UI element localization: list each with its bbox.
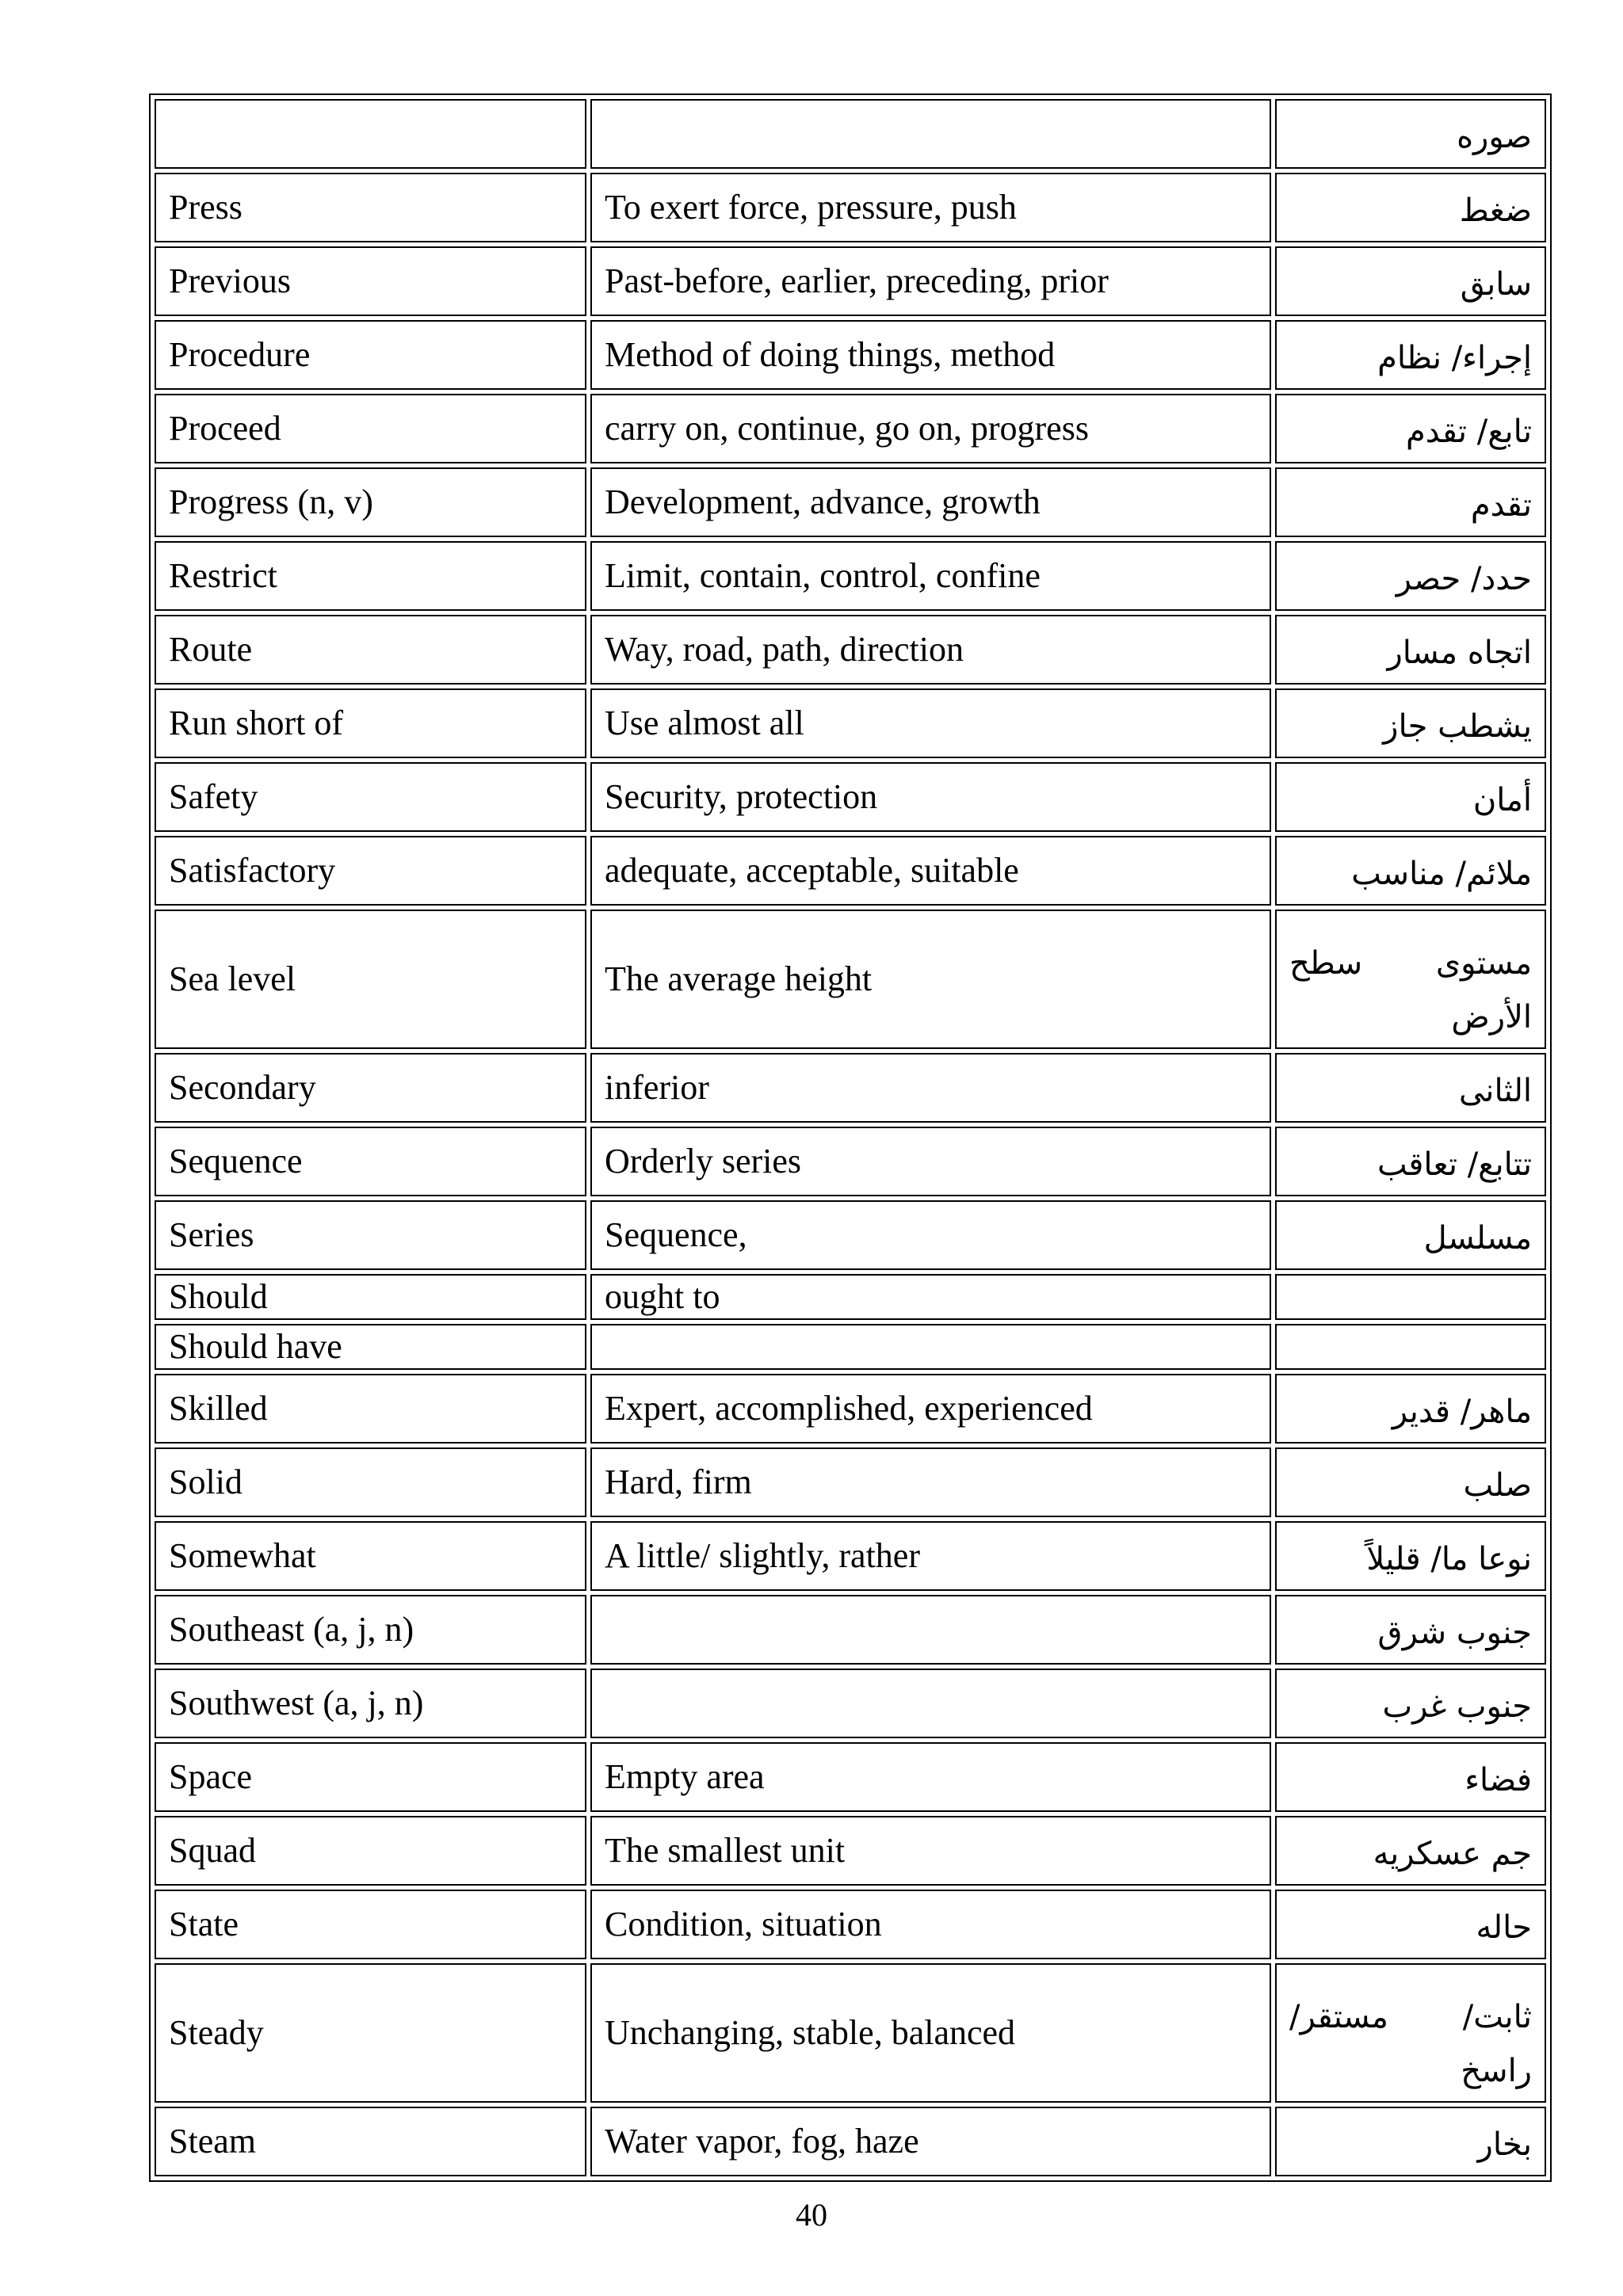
term-cell: Press (155, 173, 586, 242)
definition-cell: Unchanging, stable, balanced (590, 1963, 1271, 2103)
definition-cell: A little/ slightly, rather (590, 1521, 1271, 1591)
vocabulary-table (149, 93, 1552, 2182)
definition-cell: Hard, firm (590, 1447, 1271, 1517)
term-cell: Safety (155, 762, 586, 832)
term-cell: Previous (155, 246, 586, 316)
definition-cell (590, 1669, 1271, 1738)
arabic-cell: تقدم (1275, 467, 1546, 537)
definition-cell: Method of doing things, method (590, 320, 1271, 390)
definition-cell (590, 99, 1271, 169)
definition-cell: adequate, acceptable, suitable (590, 836, 1271, 906)
arabic-cell: ضغط (1275, 173, 1546, 242)
table-row (155, 2107, 1546, 2176)
arabic-cell: يشطب جاز (1275, 688, 1546, 758)
definition-cell: Condition, situation (590, 1890, 1271, 1959)
definition-cell: Sequence, (590, 1200, 1271, 1270)
term-cell: Skilled (155, 1374, 586, 1444)
term-cell: Steady (155, 1963, 586, 2103)
arabic-cell: نوعا ما/ قليلاً (1275, 1521, 1546, 1591)
arabic-cell: فضاء (1275, 1742, 1546, 1812)
table-row (155, 99, 1546, 169)
table-row (155, 615, 1546, 685)
definition-cell: Security, protection (590, 762, 1271, 832)
definition-cell (590, 1324, 1271, 1370)
arabic-line: الأرض (1451, 999, 1532, 1035)
table-row (155, 1447, 1546, 1517)
table-row (155, 1595, 1546, 1665)
arabic-cell: اتجاه مسار (1275, 615, 1546, 685)
definition-cell: Use almost all (590, 688, 1271, 758)
term-cell: Procedure (155, 320, 586, 390)
term-cell: Somewhat (155, 1521, 586, 1591)
arabic-cell: ملائم/ مناسب (1275, 836, 1546, 906)
table-row (155, 1374, 1546, 1444)
term-cell: Secondary (155, 1053, 586, 1123)
term-cell: Restrict (155, 541, 586, 611)
term-cell: Space (155, 1742, 586, 1812)
term-cell (155, 99, 586, 169)
arabic-cell: تابع/ تقدم (1275, 394, 1546, 463)
term-cell: Should (155, 1274, 586, 1320)
term-cell: Should have (155, 1324, 586, 1370)
table-row (155, 1053, 1546, 1123)
definition-cell: Orderly series (590, 1127, 1271, 1196)
term-cell: Sequence (155, 1127, 586, 1196)
term-cell: Solid (155, 1447, 586, 1517)
table-row (155, 173, 1546, 242)
table-row (155, 836, 1546, 906)
table-row (155, 1963, 1546, 2103)
arabic-cell: الثانى (1275, 1053, 1546, 1123)
table-row (155, 1816, 1546, 1886)
definition-cell: carry on, continue, go on, progress (590, 394, 1271, 463)
definition-cell: Way, road, path, direction (590, 615, 1271, 685)
term-cell: Satisfactory (155, 836, 586, 906)
table-row (155, 1324, 1546, 1370)
definition-cell: Limit, contain, control, confine (590, 541, 1271, 611)
term-cell: Southwest (a, j, n) (155, 1669, 586, 1738)
table-row (155, 1127, 1546, 1196)
arabic-line: راسخ (1461, 2053, 1532, 2089)
table-row (155, 394, 1546, 463)
page-number: 40 (796, 2197, 827, 2233)
arabic-cell: مسلسل (1275, 1200, 1546, 1270)
term-cell: Squad (155, 1816, 586, 1886)
term-cell: Route (155, 615, 586, 685)
definition-cell: Empty area (590, 1742, 1271, 1812)
term-cell: Run short of (155, 688, 586, 758)
arabic-line: ثابت/ مستقر/ (1289, 1999, 1532, 2035)
definition-cell: The smallest unit (590, 1816, 1271, 1886)
table-row (155, 1669, 1546, 1738)
table-row (155, 1274, 1546, 1320)
arabic-cell (1275, 910, 1546, 1049)
definition-cell: Development, advance, growth (590, 467, 1271, 537)
arabic-cell: ماهر/ قدير (1275, 1374, 1546, 1444)
table-row (155, 1200, 1546, 1270)
table-row (155, 1890, 1546, 1959)
term-cell: State (155, 1890, 586, 1959)
table-row (155, 320, 1546, 390)
arabic-cell: إجراء/ نظام (1275, 320, 1546, 390)
table-row (155, 246, 1546, 316)
arabic-cell: صوره (1275, 99, 1546, 169)
definition-cell: Past-before, earlier, preceding, prior (590, 246, 1271, 316)
table-row (155, 467, 1546, 537)
arabic-cell: جنوب شرق (1275, 1595, 1546, 1665)
term-cell: Progress (n, v) (155, 467, 586, 537)
table-row (155, 1521, 1546, 1591)
table-row (155, 688, 1546, 758)
arabic-cell: صلب (1275, 1447, 1546, 1517)
term-cell: Proceed (155, 394, 586, 463)
arabic-cell: حدد/ حصر (1275, 541, 1546, 611)
term-cell: Southeast (a, j, n) (155, 1595, 586, 1665)
arabic-cell: بخار (1275, 2107, 1546, 2176)
term-cell: Sea level (155, 910, 586, 1049)
definition-cell: Water vapor, fog, haze (590, 2107, 1271, 2176)
arabic-cell: أمان (1275, 762, 1546, 832)
table-row (155, 541, 1546, 611)
arabic-cell: سابق (1275, 246, 1546, 316)
arabic-cell (1275, 1963, 1546, 2103)
table-row (155, 762, 1546, 832)
arabic-cell: تتابع/ تعاقب (1275, 1127, 1546, 1196)
arabic-line: مستوى سطح (1289, 945, 1532, 982)
definition-cell: inferior (590, 1053, 1271, 1123)
arabic-cell (1275, 1324, 1546, 1370)
table-row (155, 1742, 1546, 1812)
arabic-cell (1275, 1274, 1546, 1320)
arabic-cell: حاله (1275, 1890, 1546, 1959)
arabic-cell: جم عسكريه (1275, 1816, 1546, 1886)
definition-cell: To exert force, pressure, push (590, 173, 1271, 242)
arabic-cell: جنوب غرب (1275, 1669, 1546, 1738)
definition-cell: The average height (590, 910, 1271, 1049)
table-row (155, 910, 1546, 1049)
term-cell: Steam (155, 2107, 586, 2176)
term-cell: Series (155, 1200, 586, 1270)
definition-cell (590, 1595, 1271, 1665)
definition-cell: Expert, accomplished, experienced (590, 1374, 1271, 1444)
definition-cell: ought to (590, 1274, 1271, 1320)
